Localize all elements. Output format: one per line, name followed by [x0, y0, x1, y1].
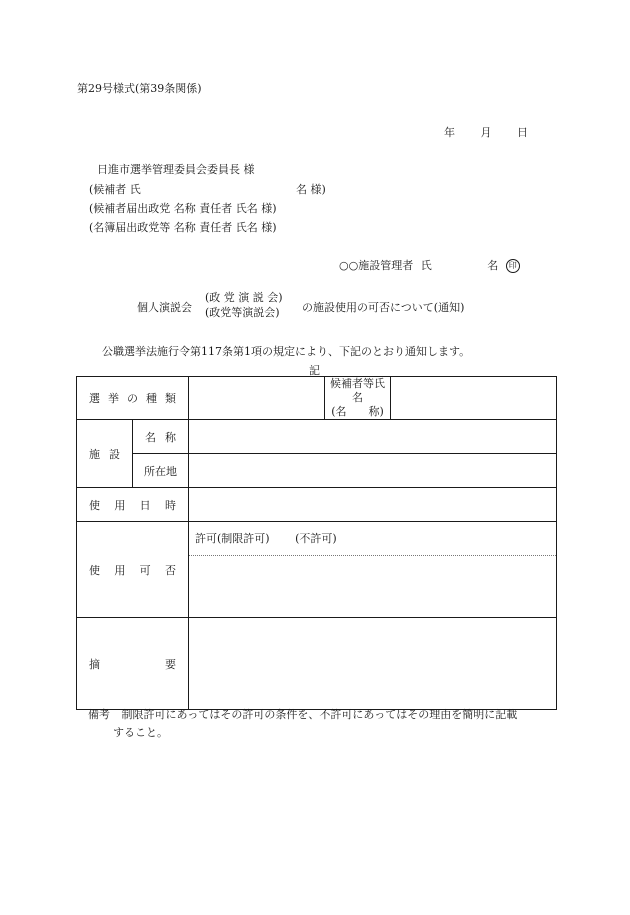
- sender-shi: 氏: [420, 259, 432, 272]
- body-text: 公職選挙法施行令第117条第1項の規定により、下記のとおり通知します。: [102, 345, 471, 358]
- date-line: [444, 124, 528, 140]
- subject-options: [205, 290, 283, 320]
- usage-permit-value[interactable]: [189, 522, 557, 618]
- form-number: 第29号様式(第39条関係): [77, 82, 202, 95]
- candidate-name-value[interactable]: [391, 377, 557, 420]
- note-block: [88, 706, 517, 722]
- usage-datetime-value[interactable]: [189, 488, 557, 522]
- year-label: 年: [444, 126, 455, 139]
- subject-lead: 個人演説会: [137, 301, 192, 314]
- summary-label-cell: 摘 要: [77, 618, 189, 710]
- seal-stamp: 印: [506, 259, 520, 273]
- sender-prefix: ○○施設管理者: [339, 259, 414, 272]
- addressee-candidate: (候補者 氏: [89, 183, 141, 196]
- month-label: 月: [480, 126, 492, 139]
- subject-option-party-speech: (政 党 演 説 会): [205, 291, 283, 304]
- facility-address-value[interactable]: [189, 454, 557, 488]
- election-type-label-cell: 選 挙 の 種 類: [77, 377, 189, 420]
- note-line-2: すること。: [113, 726, 168, 739]
- note-line-1: 制限許可にあってはその許可の条件を、不許可にあってはその理由を簡明に記載: [121, 708, 518, 721]
- day-label: 日: [517, 126, 528, 139]
- addressee-list-party: (名簿届出政党等 名称 責任者 氏名 様): [89, 221, 277, 234]
- permit-option[interactable]: 許可(制限許可): [195, 532, 270, 545]
- usage-permit-label-cell: 使 用 可 否: [77, 522, 189, 618]
- facility-label-cell: 施 設: [77, 420, 133, 488]
- sender-facility-manager: [339, 257, 520, 273]
- subject-option-parties-speech: (政党等演説会): [205, 306, 280, 319]
- note-label: 備考: [88, 708, 110, 721]
- facility-name-value[interactable]: [189, 420, 557, 454]
- addressee-committee-chair: 日進市選挙管理委員会委員長 様: [97, 163, 255, 176]
- facility-name-label-cell: 名 称: [133, 420, 189, 454]
- notification-table: [76, 376, 557, 710]
- facility-address-label-cell: 所在地: [133, 454, 189, 488]
- sender-mei: 名: [487, 259, 499, 272]
- subject-tail: の施設使用の可否について(通知): [302, 301, 465, 314]
- candidate-name-label-cell: 候補者等氏名 (名 称): [325, 377, 391, 420]
- deny-option[interactable]: (不許可): [295, 532, 337, 545]
- usage-datetime-label-cell: 使 用 日 時: [77, 488, 189, 522]
- addressee-party: (候補者届出政党 名称 責任者 氏名 様): [89, 202, 277, 215]
- summary-value[interactable]: [189, 618, 557, 710]
- ki-heading: 記: [309, 364, 320, 377]
- election-type-value[interactable]: [189, 377, 325, 420]
- addressee-candidate-name-suffix: 名 様): [296, 183, 326, 196]
- permit-options-line: [189, 522, 556, 556]
